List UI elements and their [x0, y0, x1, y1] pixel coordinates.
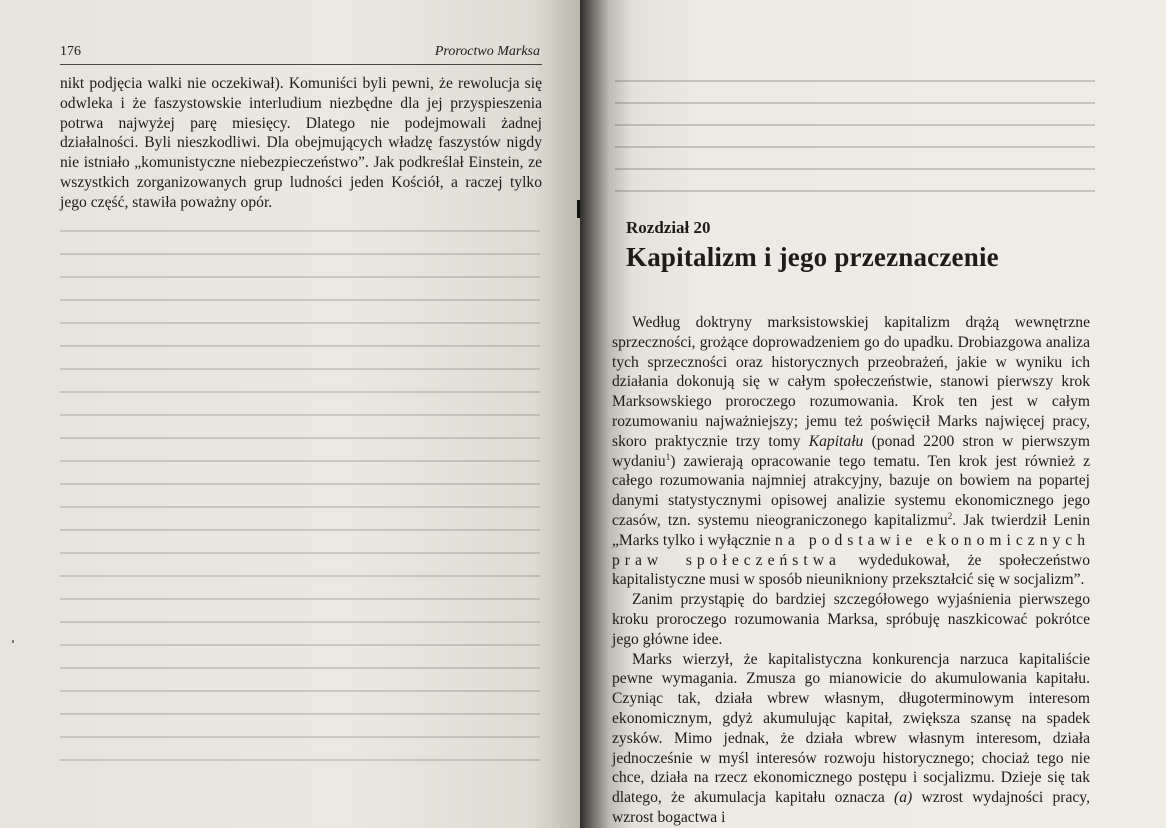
paragraph-1: Według doktryny marksistowskiej kapitalizm drążą wewnętrzne sprzeczności, grożące doprowadzeniem go do upadku. Drobiazgowa analiza tych sprzeczności oraz historycznych przeobrażeń, jakie w wyniku ich działania dokonują się w całym społeczeństwie, stanowi pierwszy krok Marksowskiego proroczego rozumowania. Krok ten jest w całym rozumowaniu najważniejszy; jemu też poświęcił Marks najwięcej pracy, skoro praktycznie trzy tomy Kapitału (ponad 2200 stron w pierwszym wydaniu$^1$) zawierają opracowanie tego tematu. Ten krok jest również z całego rozumowania najmniej atrakcyjny, bazuje on bowiem na popartej danymi statystycznymi opisowej analizie systemu ekonomicznego jego czasów, tzn. systemu nieograniczonego kapitalizmu$^2$. Jak twierdził Lenin „Marks tylko i wyłącznie na podstawie ekonomicznych praw społeczeństwa wydedukował, że społeczeństwo kapitalistyczne musi w sposób nieunikniony przekształcić się w socjalizm”.: [612, 314, 1091, 589]
margin-speck: [12, 640, 14, 643]
right-page-body: [612, 313, 1090, 828]
running-title: Proroctwo Marksa: [434, 44, 540, 59]
enumeration-marker-a: (a): [894, 789, 913, 807]
show-through-text-right: [615, 80, 1095, 220]
show-through-text-left: [60, 230, 540, 820]
running-head: [60, 42, 542, 65]
emphasized-phrase: na podstawie ekonomicznych praw społeczeństwa: [612, 531, 1091, 569]
left-page-paragraph: nikt podjęcia walki nie oczekiwał). Komuniści byli pewni, że rewolucja się odwleka i że faszystowskie interludium niezbędne dla jej przyspieszenia potrwa najwyżej parę miesięcy. Dlatego nie podejmowali żadnej działalności. Byli nieszkodliwi. Dla obejmujących władzę faszystów nigdy nie istniało „komunistyczne niebezpieczeństwo”. Jak podkreślał Einstein, ze wszystkich zorganizowanych grup ludności jeden Kościół, a raczej tylko jego część, stawiła poważny opór.: [60, 75, 542, 211]
page-number: 176: [60, 44, 81, 59]
paragraph-2: Zanim przystąpię do bardziej szczegółowego wyjaśnienia pierwszego kroku proroczego rozumowania Marksa, spróbuję naszkicować pokrótce jego główne idee.: [612, 591, 1090, 648]
chapter-label: Rozdział 20: [626, 218, 711, 237]
stray-mark: [577, 200, 580, 218]
footnote-marker-1: 1: [665, 451, 671, 462]
paragraph-3: Marks wierzył, że kapitalistyczna konkurencja narzuca kapitaliście pewne wymagania. Zmusza go mianowicie do akumulowania kapitału. Czyniąc tak, działa wbrew własnym, długoterminowym interesom ekonomicznym, gdyż akumulując kapitał, zwiększa szansę na spadek zysków. Mimo jednak, że działa wbrew własnym interesom, działa jednocześnie w myśl interesów rozwoju historycznego; chociaż tego nie chce, działa na rzecz ekonomicznego postępu i socjalizmu. Dzieje się tak dlatego, że akumulacja kapitału oznacza (a) wzrost wydajności pracy, wzrost bogactwa i: [612, 650, 1090, 826]
footnote-marker-2: 2: [947, 510, 953, 521]
book-title-kapital: Kapitału: [808, 432, 864, 450]
chapter-title: Kapitalizm i jego przeznaczenie: [626, 242, 999, 272]
